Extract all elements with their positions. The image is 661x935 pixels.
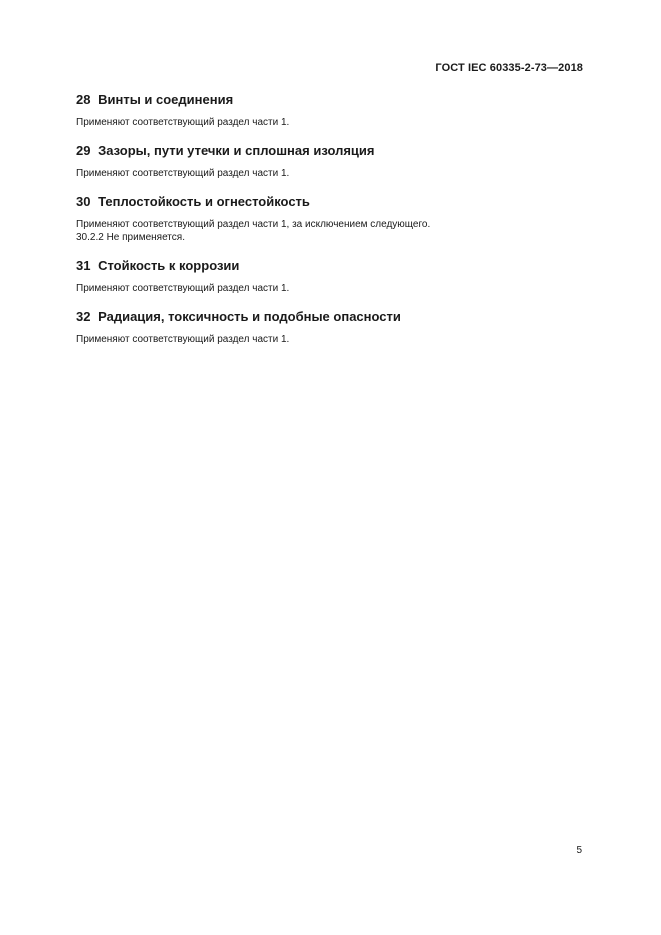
section-heading xyxy=(76,258,586,274)
section-title: Радиация, токсичность и подобные опасности xyxy=(98,309,401,324)
section-body xyxy=(76,218,586,244)
section-number: 28 xyxy=(76,92,91,107)
section-32 xyxy=(76,309,586,346)
section-paragraph: Применяют соответствующий раздел части 1. xyxy=(76,334,290,345)
document-code: ГОСТ IEC 60335-2-73—2018 xyxy=(435,62,583,74)
section-body xyxy=(76,116,586,129)
section-body xyxy=(76,282,586,295)
section-heading xyxy=(76,309,586,325)
section-title: Зазоры, пути утечки и сплошная изоляция xyxy=(98,143,375,158)
section-heading xyxy=(76,143,586,159)
document-content xyxy=(76,92,586,346)
section-paragraph: Применяют соответствующий раздел части 1. xyxy=(76,168,290,179)
section-body xyxy=(76,167,586,180)
section-paragraph: Применяют соответствующий раздел части 1. xyxy=(76,283,290,294)
section-title: Теплостойкость и огнестойкость xyxy=(98,194,310,209)
section-28 xyxy=(76,92,586,129)
page-number: 5 xyxy=(576,845,582,856)
section-body xyxy=(76,333,586,346)
section-paragraph: 30.2.2 Не применяется. xyxy=(76,232,185,243)
section-paragraph: Применяют соответствующий раздел части 1, за исключением следующего. xyxy=(76,219,431,230)
section-title: Стойкость к коррозии xyxy=(98,258,240,273)
section-number: 31 xyxy=(76,258,91,273)
section-number: 30 xyxy=(76,194,91,209)
section-paragraph: Применяют соответствующий раздел части 1. xyxy=(76,117,290,128)
section-29 xyxy=(76,143,586,180)
section-30 xyxy=(76,194,586,244)
section-heading xyxy=(76,92,586,108)
section-title: Винты и соединения xyxy=(98,92,234,107)
section-31 xyxy=(76,258,586,295)
section-number: 32 xyxy=(76,309,91,324)
section-number: 29 xyxy=(76,143,91,158)
section-heading xyxy=(76,194,586,210)
